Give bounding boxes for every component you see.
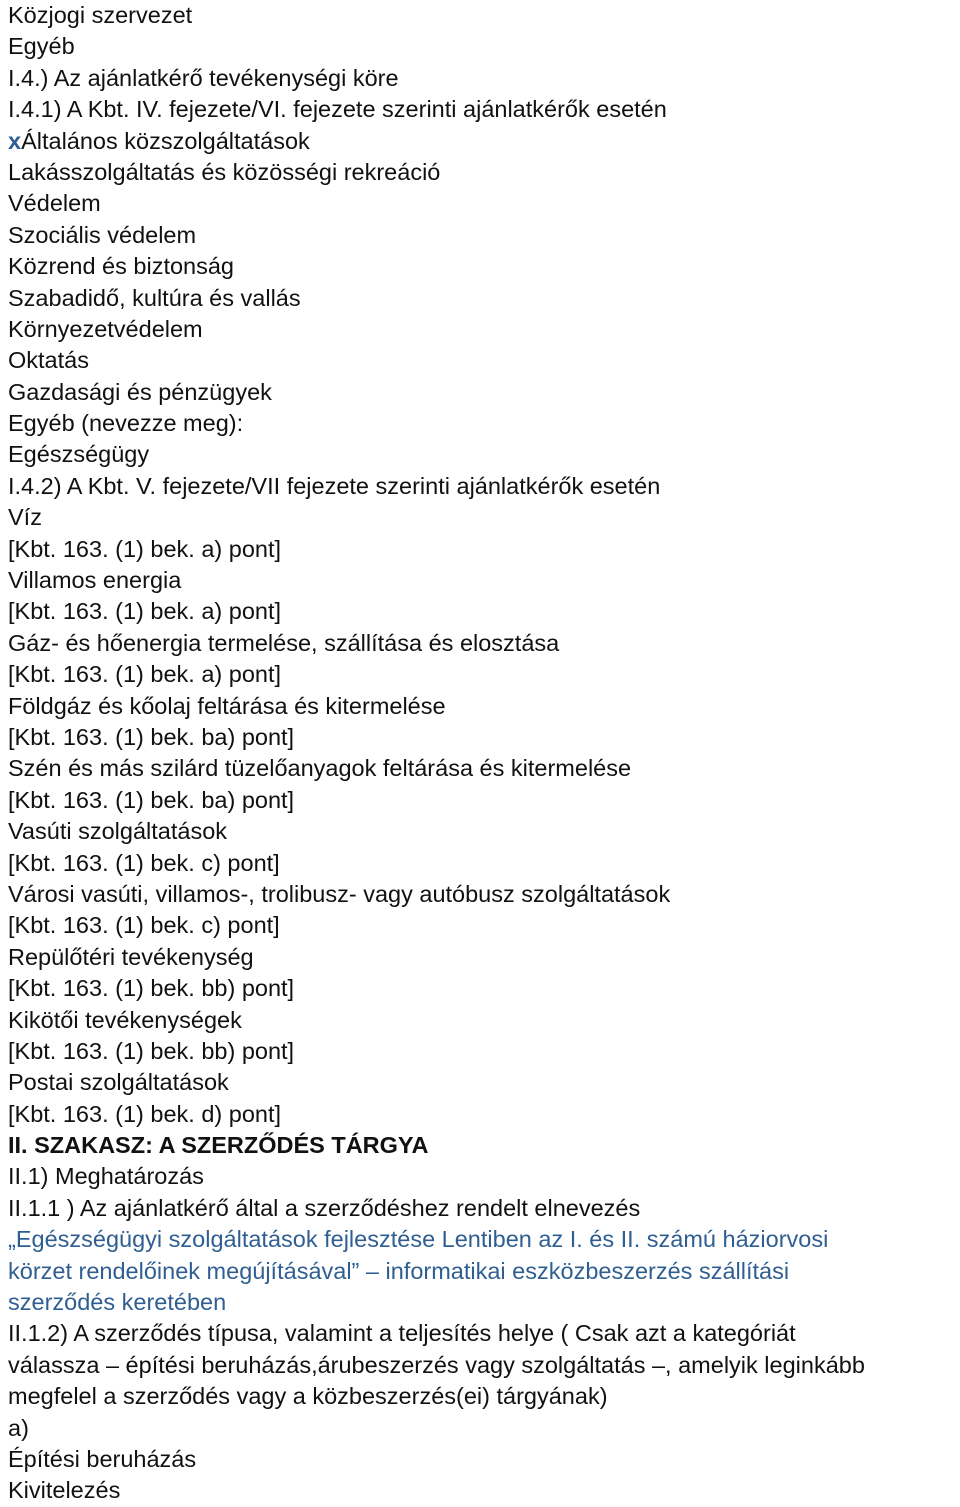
text-line [8,1350,958,1381]
text-line [8,408,958,439]
line-text: Gáz- és hőenergia termelése, szállítása és elosztása [8,629,560,656]
text-line [8,1318,958,1349]
text-line [8,973,958,1004]
line-text: [Kbt. 163. (1) bek. d) pont] [8,1100,282,1127]
line-text: Kikötői tevékenységek [8,1006,242,1033]
line-text: Szabadidő, kultúra és vallás [8,284,301,311]
text-line [8,0,958,31]
line-text: Oktatás [8,347,89,374]
text-line [8,31,958,62]
text-line [8,1161,958,1192]
line-text: Villamos energia [8,567,182,594]
line-text: Városi vasúti, villamos-, trolibusz- vagy autóbusz szolgáltatások [8,880,671,907]
line-text: Környezetvédelem [8,315,203,342]
line-text: [Kbt. 163. (1) bek. ba) pont] [8,786,295,813]
line-text: [Kbt. 163. (1) bek. c) pont] [8,849,280,876]
line-text: Lakásszolgáltatás és közösségi rekreáció [8,158,441,185]
checkbox-mark: x [8,127,22,154]
text-line [8,94,958,125]
line-text: Szén és más szilárd tüzelőanyagok feltárása és kitermelése [8,755,632,782]
text-line [8,251,958,282]
line-text: megfelel a szerződés vagy a közbeszerzés(ei) tárgyának) [8,1383,608,1410]
text-line [8,565,958,596]
text-line [8,879,958,910]
line-text: I.4.) Az ajánlatkérő tevékenységi köre [8,64,399,91]
line-text: II.1) Meghatározás [8,1163,204,1190]
contract-title-line [8,1256,958,1287]
contract-title-line [8,1224,958,1255]
line-text: szerződés keretében [8,1289,227,1316]
text-line [8,1475,958,1506]
line-text: [Kbt. 163. (1) bek. bb) pont] [8,975,295,1002]
line-text: körzet rendelőinek megújításával” – informatikai eszközbeszerzés szállítási [8,1257,790,1284]
line-text: Földgáz és kőolaj feltárása és kitermelése [8,692,446,719]
line-text: [Kbt. 163. (1) bek. a) pont] [8,535,282,562]
line-text: Egyéb [8,33,75,60]
line-text: a) [8,1414,29,1441]
line-text: Szociális védelem [8,221,197,248]
text-line [8,1036,958,1067]
text-line [8,1099,958,1130]
line-text: Közjogi szervezet [8,2,193,28]
line-text: II.1.1 ) Az ajánlatkérő által a szerződéshez rendelt elnevezés [8,1194,641,1221]
line-text: II.1.2) A szerződés típusa, valamint a teljesítés helye ( Csak azt a kategóriát [8,1320,796,1347]
line-text: Gazdasági és pénzügyek [8,378,272,405]
text-line [8,1413,958,1444]
text-line [8,157,958,188]
text-line [8,1381,958,1412]
line-text: [Kbt. 163. (1) bek. c) pont] [8,912,280,939]
text-line [8,596,958,627]
line-text: Védelem [8,190,101,217]
text-line [8,1444,958,1475]
line-text: Kivitelezés [8,1477,121,1504]
text-line [8,628,958,659]
text-line [8,816,958,847]
line-text: [Kbt. 163. (1) bek. a) pont] [8,661,282,688]
text-line [8,691,958,722]
line-text: Közrend és biztonság [8,253,235,280]
text-line [8,471,958,502]
text-line [8,220,958,251]
line-text: I.4.1) A Kbt. IV. fejezete/VI. fejezete szerinti ajánlatkérők esetén [8,96,667,123]
line-text: [Kbt. 163. (1) bek. ba) pont] [8,723,295,750]
line-text: Postai szolgáltatások [8,1069,229,1096]
text-line [8,439,958,470]
text-line [8,1193,958,1224]
text-line [8,377,958,408]
line-text: Víz [8,504,42,531]
text-line [8,910,958,941]
text-line [8,63,958,94]
line-text: „Egészségügyi szolgáltatások fejlesztése Lentiben az I. és II. számú háziorvosi [8,1226,829,1253]
text-line [8,126,958,157]
text-line [8,942,958,973]
text-line [8,188,958,219]
section-heading [8,1130,958,1161]
text-line [8,722,958,753]
line-text: Általános közszolgáltatások [21,127,310,154]
line-text: Repülőtéri tevékenység [8,943,254,970]
text-line [8,753,958,784]
text-line [8,785,958,816]
text-line [8,534,958,565]
line-text: Építési beruházás [8,1445,197,1472]
text-line [8,848,958,879]
text-line [8,1067,958,1098]
text-line [8,314,958,345]
line-text: Vasúti szolgáltatások [8,818,228,845]
line-text: Egyéb (nevezze meg): [8,410,244,437]
document-page [8,0,958,1507]
line-text: [Kbt. 163. (1) bek. bb) pont] [8,1037,295,1064]
contract-title-line [8,1287,958,1318]
line-text: I.4.2) A Kbt. V. fejezete/VII fejezete szerinti ajánlatkérők esetén [8,472,661,499]
text-line [8,283,958,314]
text-line [8,659,958,690]
text-line [8,345,958,376]
text-line [8,1005,958,1036]
text-line [8,502,958,533]
line-text: válassza – építési beruházás,árubeszerzés vagy szolgáltatás –, amelyik leginkább [8,1351,865,1378]
line-text: II. SZAKASZ: A SZERZŐDÉS TÁRGYA [8,1132,429,1159]
line-text: [Kbt. 163. (1) bek. a) pont] [8,598,282,625]
line-text: Egészségügy [8,441,150,468]
